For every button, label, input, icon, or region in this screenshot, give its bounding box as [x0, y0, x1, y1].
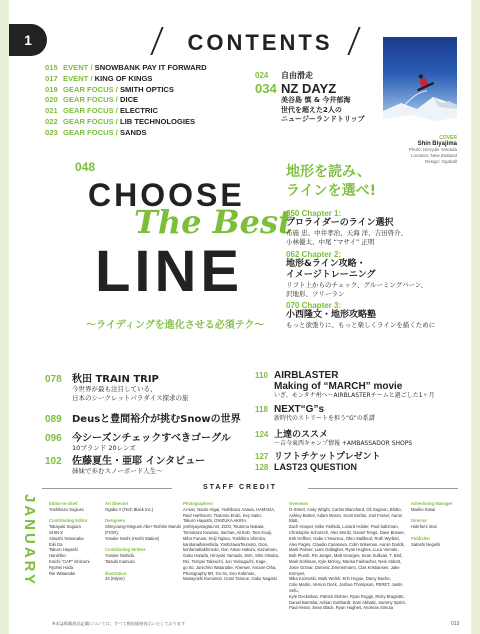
- feature-number: 048: [75, 160, 96, 174]
- staff-name: G-Street, Andy Wright, Carlos Blanchard, Oli Gagnon, Blotto,: [289, 506, 402, 512]
- entry-title: 上達のススメ: [274, 429, 329, 439]
- month-label: [20, 494, 40, 614]
- toc-entry-110[interactable]: [255, 370, 435, 400]
- staff-name: Yosuke Noshi (Hoshi Station): [105, 535, 160, 541]
- entry-subtitle: 〜吉今東西キャンプ情報 +AMBASSADOR SHOPS: [274, 440, 413, 447]
- chapter-desc: 小林優太、中尾 “マサイ” 正明: [286, 237, 375, 246]
- staff-role: Director: [411, 518, 428, 524]
- chapter-2[interactable]: [286, 250, 427, 298]
- staff-name: Miho Furuse, Keiji Tajima, Yoshihiro Shimizu,: [183, 535, 267, 541]
- feature-word-choose: CHOOSE: [88, 177, 245, 213]
- staff-name: Ryohei Hada: [49, 564, 74, 570]
- staff-name: Mark Kohlman, Kyle McKoy, Marisa Fairbacher, Nele Abbott,: [289, 558, 402, 564]
- entry-subtitle: 10ブランド 20レンズ: [72, 444, 136, 452]
- chapter-title: 小西隆文・地形攻略塾: [286, 310, 377, 320]
- entry-number: 127: [255, 452, 269, 461]
- staff-name: SHIN-Z: [49, 529, 63, 535]
- staff-name: Gaku Harada, Hiroyuki Yamada, 1MA, Shin Otsuka,: [183, 553, 279, 559]
- chapter-desc: もっと欲張りに、もっと楽しくラインを描くために: [286, 321, 436, 329]
- entry-title: 今シーズンチェックすべきゴーグル: [72, 433, 231, 444]
- staff-name: Tatsuki Inamura: [105, 558, 135, 564]
- footer-note: ※本誌掲載商品記載については、すべて税抜価格表示いたしております: [52, 621, 186, 626]
- lead-line: 地形を読み、: [286, 164, 371, 180]
- entry-number: 089: [45, 414, 62, 425]
- staff-role: Overseas: [289, 501, 308, 506]
- staff-name: Atsushi Yamanaka: [49, 535, 84, 541]
- staff-col-2: [105, 501, 181, 582]
- cover-label: COVER: [439, 135, 457, 141]
- feature-subtitle: 〜ライディングを進化させる必須テク〜: [86, 320, 265, 331]
- entry-label: GEAR FOCUS / SMITH OPTICS: [63, 84, 174, 94]
- staff-role: Art Director: [105, 501, 129, 506]
- toc-entry-021[interactable]: [45, 106, 265, 117]
- staff-name: Bob Plumb, Pin Janger, Matt Georges, Sean Sullivan, T. Bird,: [289, 553, 403, 559]
- entry-subtitle: 今世界が最も注目している、: [72, 385, 157, 393]
- staff-role: Publisher: [411, 535, 431, 541]
- chapter-desc: リフト上からのチェック、グルーミングバーン、: [286, 281, 428, 289]
- staff-rule-right: [308, 488, 458, 489]
- entry-title: 自由滑走: [281, 71, 313, 80]
- chapter-3[interactable]: [286, 301, 435, 330]
- entry-subtitle: 日本のシークレットパラダイス探求の旅: [72, 394, 189, 402]
- staff-name: Daniel Barnslat, Adrian Gotthardt, Sam Abbatic, Sammy Sprint,: [289, 599, 406, 605]
- entry-number: 096: [45, 433, 62, 444]
- staff-name: Takuro Hayashi: [49, 547, 78, 553]
- subtitle-line: 美谷島 慎 & 今井郁海: [281, 96, 351, 104]
- chapter-desc: 沢地形、ツリーラン: [286, 289, 345, 298]
- entry-subtitle: いざ、モンタナ州へ〜AIRBLASTERチームと過ごした1ヶ月: [274, 392, 435, 399]
- staff-col-4: [289, 501, 407, 611]
- entry-label: GEAR FOCUS / ELECTRIC: [63, 106, 158, 116]
- feature-word-the-best: The Best: [134, 203, 293, 241]
- staff-name: Ogaba !! (Tech Black Inc.): [105, 506, 154, 512]
- toc-entry-015[interactable]: [45, 63, 265, 74]
- entry-subtitle: [281, 96, 365, 125]
- chapter-heading: 050 Chapter 1:: [286, 209, 342, 218]
- chapter-heading: 070 Chapter 3:: [286, 301, 342, 310]
- entry-number: 021: [45, 106, 58, 116]
- staff-name: Ashley Barker, Adam Moran, Scott Serfas, Joel Fraser, Aaron Blatt,: [289, 512, 403, 524]
- staff-name: Cole Martin, Vernon Deck, Joshua Thompson, PERET, Justin Sefu,: [289, 582, 403, 593]
- staff-name: Ai-san, Naoto Higai, Yoshikazu Azawa, HAMADA,: [183, 506, 276, 512]
- cover-caption: [383, 135, 457, 165]
- staff-name: Shinyoung+Megumi Abe+Toshimi Maruki (FIGR),: [105, 524, 181, 535]
- staff-name: Rei, Tempei Takeuchi, Jun Yamaguchi, Kage,: [183, 558, 267, 564]
- toc-entry-078[interactable]: [45, 370, 189, 403]
- staff-name: go Ito, Junichiro Watanabe, Ahenwe, Amane Oiha,: [183, 564, 277, 570]
- staff-name: Reid Harthoorn, Tsutomu Endo, Key Saito,: [183, 512, 262, 518]
- staff-name: Paul Heran, Sean Black, Ryan Hughes, Andreas Simuta: [289, 605, 394, 611]
- toc-entry-118[interactable]: [255, 404, 375, 423]
- staff-role: Designers: [105, 518, 126, 524]
- subtitle-line: 世代を超えた2人の: [281, 105, 342, 114]
- chapter-title: プロライダーのライン選択: [286, 218, 394, 228]
- chapter-title: イメージトレーニング: [286, 270, 376, 280]
- entry-number: 020: [45, 95, 58, 105]
- staff-name: Josie Grznar, Dominic Zimmermann, Clas Kristiansen, Jake Kernyes,: [289, 564, 400, 576]
- staff-name: yoshiyayaragita.net, ZIZO, Tsutomu Nakata,: [183, 524, 265, 530]
- entry-number: 019: [45, 84, 58, 94]
- entry-title: 佐藤夏生・亜耶 インタビュー: [72, 456, 206, 467]
- staff-col-5: [411, 501, 461, 547]
- chapter-heading: 062 Chapter 2:: [286, 250, 342, 259]
- entry-title: AIRBLASTER: [274, 370, 339, 381]
- entry-title: リフトチケットプレゼント: [274, 451, 381, 461]
- entry-number: 078: [45, 374, 62, 385]
- entry-title: Deusと豊間裕介が挑むSnowの世界: [72, 414, 241, 425]
- entry-number: 128: [255, 463, 269, 472]
- staff-name: Satoshi Negishi: [411, 541, 441, 547]
- staff-role: Photographers: [183, 501, 213, 506]
- staff-name: Mariko Kasai: [411, 506, 436, 512]
- toc-entry-127[interactable]: [255, 449, 381, 462]
- entry-number: 022: [45, 116, 58, 126]
- staff-name: Haruhiko: [49, 553, 66, 559]
- staff-role: Contributing Editor: [49, 518, 88, 524]
- staff-col-1: [49, 501, 101, 576]
- staff-name: Kyle Decknikan, Patrick Stohrer, Ryan Ruggs, Ricky Bragiotto,: [289, 593, 405, 599]
- staff-name: Alex Pagés, Claudio Casanova, Colin Wiseman, Aaron Dodds,: [289, 541, 405, 547]
- entry-number: 102: [45, 456, 62, 467]
- feature-lead: [286, 163, 376, 201]
- entry-number: 023: [45, 127, 58, 137]
- toc-entry-096[interactable]: [45, 429, 231, 453]
- staff-role: Illustration: [105, 570, 127, 576]
- cover-photo-art: [383, 37, 457, 131]
- toc-top-list: [45, 63, 265, 139]
- entry-title: Making of “MARCH” movie: [274, 381, 403, 392]
- staff-role: Editor-in-chief: [49, 501, 78, 506]
- entry-number: 034: [255, 81, 277, 96]
- staff-name: Masayoshi Kumimori, Izumi Tanoue, Gaku Nagatsi: [183, 576, 277, 582]
- entry-number: 118: [255, 405, 268, 414]
- chapter-title: 地形&ライン攻略・: [286, 259, 366, 269]
- staff-name: Yoshikazu Sugiura: [49, 506, 84, 512]
- staff-name: 34 (Miyon): [105, 576, 125, 582]
- entry-number: 015: [45, 63, 58, 72]
- entry-subtitle: 姉妹で歩むスノーボード人生〜: [72, 467, 163, 475]
- toc-entry-128[interactable]: [255, 462, 357, 472]
- cover-design: Design: Ogaball: [424, 159, 457, 164]
- entry-number: 017: [45, 73, 58, 83]
- staff-name: Takayuki Sugiura: [49, 524, 81, 530]
- toc-entry-089[interactable]: [45, 410, 241, 425]
- entry-label: GEAR FOCUS / LIB TECHNOLOGIES: [63, 116, 196, 126]
- staff-name: Hidefumi Imai: [411, 524, 437, 530]
- cover-photo-credit: Photo: Hiroyuki Yamada: [408, 147, 457, 152]
- staff-name: Mark Palmer, Liam Gallagher, Ryan Hughes, Luca Vernale,: [289, 547, 399, 553]
- toc-entry-023[interactable]: [45, 128, 265, 139]
- staff-name: Zach Hooper, Mike Yoshida, Lozard Holder, Paul Saltzman,: [289, 524, 399, 530]
- entry-title: NEXT“G”s: [274, 404, 325, 415]
- staff-col-3: [183, 501, 287, 582]
- toc-entry-019[interactable]: [45, 85, 265, 96]
- cover-location: Location: New Zealand: [410, 153, 457, 158]
- entry-title: LAST23 QUESTION: [274, 462, 358, 472]
- page-tab: 1: [9, 24, 47, 56]
- staff-name: Eiki Ga: [49, 541, 63, 547]
- staff-name: Yusuke Nishida: [105, 553, 134, 559]
- staff-name: Mika Kozevski, Mark Welsh, Erin Hogue, Darcy Bache,: [289, 576, 391, 582]
- subtitle-line: ニュージーランドトリップ: [281, 115, 365, 123]
- entry-subtitle: 新時代のストリートを担う“G”の系譜: [274, 415, 375, 422]
- staff-credit-heading: STAFF CREDIT: [202, 484, 278, 491]
- entry-title: NZ DAYZ: [281, 81, 337, 96]
- staff-role: Advertising Manager: [411, 501, 453, 506]
- entry-label: GEAR FOCUS / SANDS: [63, 127, 147, 137]
- cover-rider: Shin Biyajima: [417, 141, 457, 147]
- entry-number: 124: [255, 430, 269, 439]
- staff-name: Takuro Hayashi, ONIZUKA AKIRA,: [183, 518, 248, 524]
- toc-entry-020[interactable]: [45, 95, 265, 106]
- page-title: CONTENTS: [187, 30, 333, 55]
- entry-title: 秋田 TRAIN TRIP: [72, 374, 159, 385]
- lead-line: ラインを選べ!: [286, 183, 376, 199]
- cover-photo: [383, 37, 457, 131]
- page-folio: 013: [451, 621, 460, 627]
- staff-name: Photography 9R, Go Ito, Ken Kobinoto,: [183, 570, 256, 576]
- toc-entry-124[interactable]: [255, 427, 412, 448]
- toc-entry-102[interactable]: [45, 452, 205, 476]
- entry-label: EVENT / KING OF KINGS: [63, 73, 153, 83]
- entry-number: 110: [255, 371, 268, 380]
- staff-name: karidanaifukeshida, YoshizawaTsumoto, Gion,: [183, 541, 269, 547]
- staff-name: Tomokazu Kuwano, Itachan, AirSoD, Taro Koaji,: [183, 529, 272, 535]
- staff-name: kenfarnaltakhmedo, Oar, Atsuo Hakuru, Kazumaru,: [183, 547, 278, 553]
- toc-entry-022[interactable]: [45, 117, 265, 128]
- entry-label: EVENT / SNOWBANK PAY IT FORWARD: [63, 63, 207, 72]
- staff-name: Christophe Schorech, Alex Moritz, Daniel Tengs, Dave Brewer,: [289, 529, 405, 535]
- chapter-1[interactable]: [286, 209, 407, 246]
- entry-label: GEAR FOCUS / DICE: [63, 95, 139, 105]
- chapter-desc: 布施 忠、中井孝治、天海 洋、吉田啓介、: [286, 229, 408, 237]
- toc-entry-017[interactable]: [45, 74, 265, 85]
- feature-word-line: LINE: [95, 239, 244, 304]
- entry-number: 024: [255, 71, 269, 80]
- staff-role: Contributing Writers: [105, 547, 146, 553]
- month-text: JANUARY: [21, 494, 38, 587]
- staff-name: Rie Watanabe: [49, 570, 76, 576]
- staff-name: Koichi “CAP” Ishizumi: [49, 558, 90, 564]
- staff-name: Erik Hoffner, Gabe L'Heureux, Oleo Stallbeuf, Ruth Wyrfeld,: [289, 535, 400, 541]
- toc-entry-034[interactable]: [255, 81, 336, 96]
- toc-entry-024[interactable]: [255, 70, 313, 81]
